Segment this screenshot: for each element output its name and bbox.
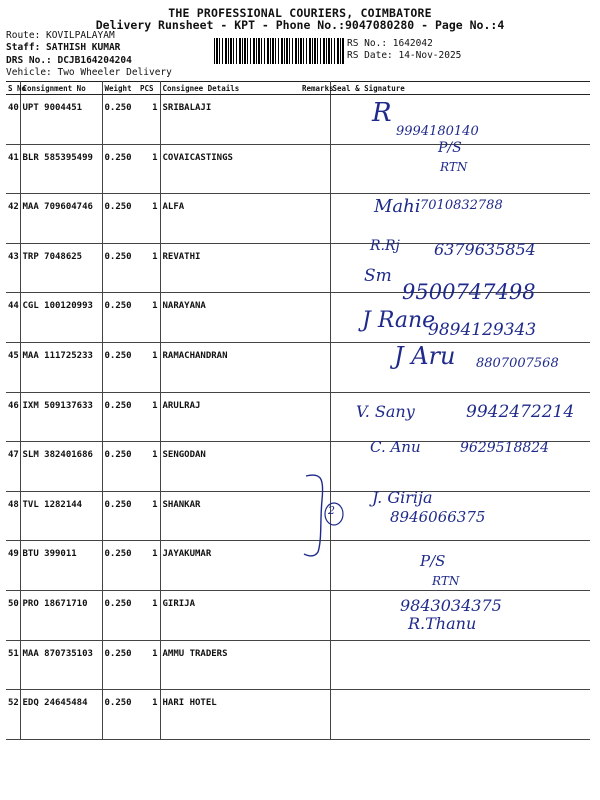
rs-date: RS Date: 14-Nov-2025 bbox=[347, 50, 462, 61]
cell-consignee: RAMACHANDRAN bbox=[160, 342, 300, 392]
cell-consignee: AMMU TRADERS bbox=[160, 640, 300, 690]
table-row bbox=[6, 541, 590, 591]
cell-weight: 0.250 bbox=[102, 392, 138, 442]
handwritten-phone: 9843034375 bbox=[400, 596, 502, 615]
signature-mark: J Aru bbox=[394, 342, 456, 370]
col-consignment: Consignment No bbox=[20, 82, 102, 95]
cell-consignee: SENGODAN bbox=[160, 442, 300, 492]
handwritten-phone: 6379635854 bbox=[434, 240, 536, 259]
handwritten-rtn: RTN bbox=[440, 160, 468, 174]
handwritten-phone: 7010832788 bbox=[420, 198, 503, 213]
cell-consignment: MAA 709604746 bbox=[20, 194, 102, 244]
cell-remarks bbox=[300, 392, 330, 442]
cell-sno: 52 bbox=[6, 690, 20, 740]
cell-seal bbox=[330, 690, 590, 740]
handwritten-ps: P/S bbox=[438, 140, 462, 156]
handwritten-phone: 9629518824 bbox=[460, 440, 550, 456]
cell-pcs: 1 bbox=[138, 293, 160, 343]
col-remarks: Remarks bbox=[302, 83, 334, 93]
vehicle: Vehicle: Two Wheeler Delivery bbox=[6, 67, 172, 78]
table-row bbox=[6, 690, 590, 740]
signature-mark: J. Girija bbox=[372, 488, 433, 507]
cell-pcs: 1 bbox=[138, 95, 160, 145]
cell-sno: 41 bbox=[6, 144, 20, 194]
handwritten-phone: 8946066375 bbox=[390, 508, 486, 526]
col-weight: Weight bbox=[102, 82, 138, 95]
cell-sno: 44 bbox=[6, 293, 20, 343]
cell-remarks bbox=[300, 194, 330, 244]
cell-weight: 0.250 bbox=[102, 491, 138, 541]
staff: Staff: SATHISH KUMAR bbox=[6, 42, 121, 53]
cell-weight: 0.250 bbox=[102, 442, 138, 492]
handwritten-rtn: RTN bbox=[432, 574, 460, 588]
cell-consignment: PRO 18671710 bbox=[20, 590, 102, 640]
cell-sno: 43 bbox=[6, 243, 20, 293]
table-row bbox=[6, 144, 590, 194]
cell-pcs: 1 bbox=[138, 442, 160, 492]
handwritten-phone: 8807007568 bbox=[476, 356, 559, 371]
col-pcs: PCS bbox=[138, 82, 160, 95]
signature-mark: C. Anu bbox=[370, 438, 421, 456]
handwritten-phone: 9500747498 bbox=[402, 280, 536, 304]
cell-sno: 45 bbox=[6, 342, 20, 392]
cell-consignment: IXM 509137633 bbox=[20, 392, 102, 442]
cell-weight: 0.250 bbox=[102, 690, 138, 740]
cell-remarks bbox=[300, 243, 330, 293]
handwritten-name: R.Thanu bbox=[408, 614, 477, 633]
handwritten-circle-number: 2 bbox=[328, 504, 335, 517]
cell-pcs: 1 bbox=[138, 640, 160, 690]
handwritten-phone: 9894129343 bbox=[428, 320, 537, 340]
cell-weight: 0.250 bbox=[102, 95, 138, 145]
cell-sno: 40 bbox=[6, 95, 20, 145]
cell-consignee: GIRIJA bbox=[160, 590, 300, 640]
cell-remarks bbox=[300, 144, 330, 194]
drs-number: DRS No.: DCJB164204204 bbox=[6, 55, 132, 66]
cell-weight: 0.250 bbox=[102, 243, 138, 293]
cell-pcs: 1 bbox=[138, 392, 160, 442]
cell-weight: 0.250 bbox=[102, 342, 138, 392]
cell-pcs: 1 bbox=[138, 690, 160, 740]
cell-consignee: SRIBALAJI bbox=[160, 95, 300, 145]
signature-mark: Mahi bbox=[374, 196, 421, 217]
cell-consignee: ARULRAJ bbox=[160, 392, 300, 442]
cell-consignee: HARI HOTEL bbox=[160, 690, 300, 740]
cell-weight: 0.250 bbox=[102, 541, 138, 591]
cell-pcs: 1 bbox=[138, 491, 160, 541]
cell-consignment: BTU 399011 bbox=[20, 541, 102, 591]
signature-mark: Sm bbox=[364, 266, 392, 286]
handwritten-phone: 9942472214 bbox=[466, 402, 575, 422]
cell-consignee: NARAYANA bbox=[160, 293, 300, 343]
col-sno: S No bbox=[8, 83, 27, 93]
table-row bbox=[6, 590, 590, 640]
cell-sno: 47 bbox=[6, 442, 20, 492]
cell-sno: 49 bbox=[6, 541, 20, 591]
cell-pcs: 1 bbox=[138, 590, 160, 640]
cell-consignment: TRP 7048625 bbox=[20, 243, 102, 293]
cell-sno: 51 bbox=[6, 640, 20, 690]
table-row bbox=[6, 95, 590, 145]
signature-mark: R bbox=[372, 98, 392, 128]
company-name: THE PROFESSIONAL COURIERS, COIMBATORE bbox=[168, 6, 432, 20]
col-consignee: Consignee Details bbox=[160, 82, 300, 95]
cell-sno: 50 bbox=[6, 590, 20, 640]
cell-consignment: BLR 585395499 bbox=[20, 144, 102, 194]
route: Route: KOVILPALAYAM bbox=[6, 30, 115, 41]
cell-weight: 0.250 bbox=[102, 640, 138, 690]
cell-pcs: 1 bbox=[138, 144, 160, 194]
cell-remarks bbox=[300, 690, 330, 740]
runsheet-header bbox=[0, 0, 600, 82]
cell-consignment: EDQ 24645484 bbox=[20, 690, 102, 740]
cell-sno: 42 bbox=[6, 194, 20, 244]
cell-remarks bbox=[300, 293, 330, 343]
table-header-row bbox=[6, 82, 590, 95]
table-row bbox=[6, 640, 590, 690]
handwritten-ps: P/S bbox=[420, 552, 446, 570]
cell-weight: 0.250 bbox=[102, 590, 138, 640]
cell-consignee: SHANKAR bbox=[160, 491, 300, 541]
cell-remarks bbox=[300, 342, 330, 392]
cell-consignment: CGL 100120993 bbox=[20, 293, 102, 343]
signature-mark: V. Sany bbox=[356, 402, 415, 421]
cell-weight: 0.250 bbox=[102, 144, 138, 194]
signature-mark: J Rane bbox=[362, 308, 436, 333]
cell-consignee: COVAICASTINGS bbox=[160, 144, 300, 194]
cell-consignee: REVATHI bbox=[160, 243, 300, 293]
cell-consignment: SLM 382401686 bbox=[20, 442, 102, 492]
cell-consignee: JAYAKUMAR bbox=[160, 541, 300, 591]
cell-weight: 0.250 bbox=[102, 194, 138, 244]
cell-consignment: UPT 9004451 bbox=[20, 95, 102, 145]
cell-weight: 0.250 bbox=[102, 293, 138, 343]
cell-seal bbox=[330, 541, 590, 591]
cell-remarks bbox=[300, 590, 330, 640]
signature-mark: R.Rj bbox=[370, 238, 400, 254]
cell-pcs: 1 bbox=[138, 243, 160, 293]
col-seal: Seal & Signature bbox=[330, 82, 590, 95]
cell-sno: 46 bbox=[6, 392, 20, 442]
cell-remarks bbox=[300, 640, 330, 690]
runsheet-title: Delivery Runsheet - KPT - Phone No.:9047080280 - Page No.:4 bbox=[95, 18, 505, 32]
cell-consignment: TVL 1282144 bbox=[20, 491, 102, 541]
cell-sno: 48 bbox=[6, 491, 20, 541]
cell-consignment: MAA 111725233 bbox=[20, 342, 102, 392]
handwritten-phone: 9994180140 bbox=[396, 124, 479, 139]
cell-consignee: ALFA bbox=[160, 194, 300, 244]
rs-number: RS No.: 1642042 bbox=[347, 38, 433, 49]
cell-consignment: MAA 870735103 bbox=[20, 640, 102, 690]
cell-pcs: 1 bbox=[138, 541, 160, 591]
cell-pcs: 1 bbox=[138, 194, 160, 244]
cell-seal bbox=[330, 640, 590, 690]
cell-pcs: 1 bbox=[138, 342, 160, 392]
cell-remarks bbox=[300, 95, 330, 145]
table-row bbox=[6, 491, 590, 541]
barcode bbox=[214, 38, 344, 64]
